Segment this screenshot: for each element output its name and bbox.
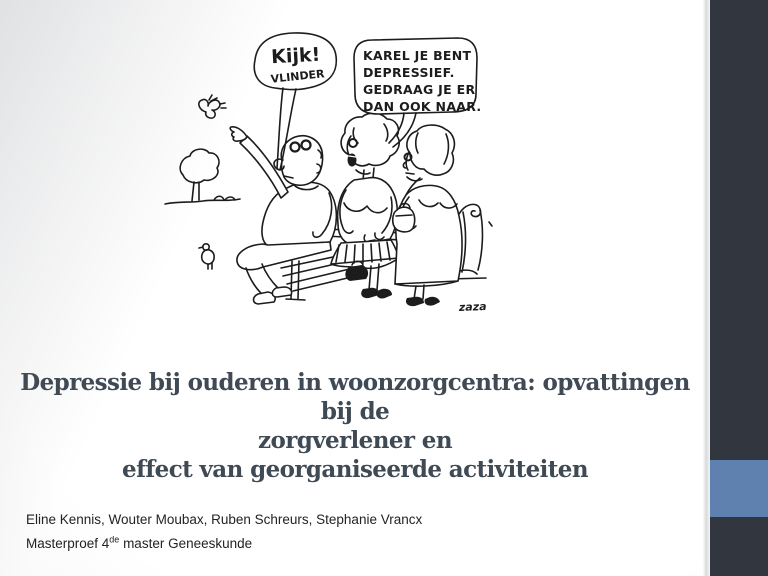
authors-line: Eline Kennis, Wouter Moubax, Ruben Schreurs, Stephanie Vrancx	[26, 512, 423, 527]
bird-drawing	[199, 244, 214, 269]
bubble-right-line1: KAREL JE BENT	[363, 48, 472, 63]
bubble-right-line2: DEPRESSIEF.	[363, 65, 455, 80]
slide-edge-divider	[703, 0, 710, 576]
butterfly-icon	[199, 95, 226, 118]
right-accent-bar	[710, 0, 768, 576]
bubble-left-line2: VLINDER	[270, 67, 326, 86]
title-line-3: effect van georganiseerde activiteiten	[122, 456, 588, 483]
accent-square	[710, 460, 768, 517]
cartoon-image	[150, 25, 505, 325]
slide-title	[10, 368, 700, 484]
bubble-left-line1: Kijk!	[270, 43, 321, 69]
bubble-right-line3: GEDRAAG JE ER	[363, 82, 476, 97]
title-line-2: zorgverlener en	[258, 427, 452, 454]
title-line-1: Depressie bij ouderen in woonzorgcentra: opvattingen bij de	[20, 369, 690, 425]
bubble-right-line4: DAN OOK NAAR.	[363, 99, 482, 114]
tree-drawing	[165, 149, 240, 204]
authors-block	[26, 508, 422, 556]
degree-line: Masterproef 4de master Geneeskunde	[26, 534, 253, 551]
degree-superscript: de	[109, 534, 120, 545]
artist-signature: zaza	[458, 300, 487, 314]
woman-right-figure	[393, 125, 462, 306]
